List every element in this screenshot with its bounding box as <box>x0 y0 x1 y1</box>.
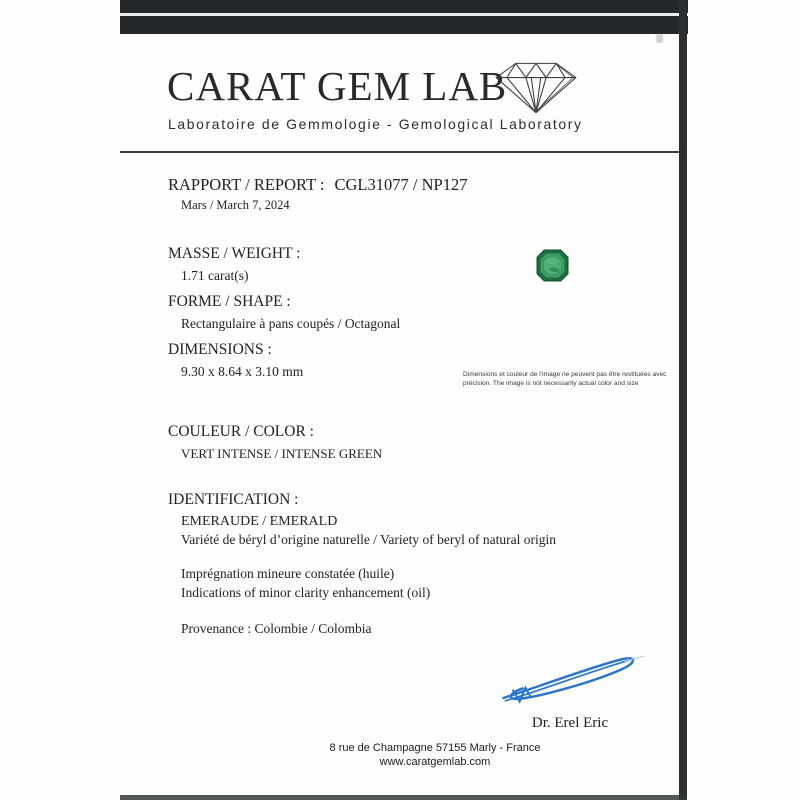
scan-artifact <box>656 34 663 43</box>
lab-subtitle: Laboratoire de Gemmologie - Gemological Laboratory <box>168 116 583 132</box>
diamond-logo-icon <box>492 60 580 119</box>
dimensions-label: DIMENSIONS : <box>168 341 272 358</box>
footer <box>180 741 690 769</box>
weight-label: MASSE / WEIGHT : <box>168 245 301 262</box>
lab-name: CARAT GEM LAB <box>167 63 508 109</box>
scan-top-bar <box>120 0 688 34</box>
lab-website: www.caratgemlab.com <box>379 756 491 768</box>
emerald-photo <box>536 249 569 282</box>
report-number-line <box>168 175 467 195</box>
weight-value: 1.71 carat(s) <box>181 268 249 283</box>
provenance: Provenance : Colombie / Colombia <box>181 621 372 636</box>
shape-label: FORME / SHAPE : <box>168 293 291 310</box>
report-label: RAPPORT / REPORT : <box>168 175 325 194</box>
treatment-french: Imprégnation mineure constatée (huile) <box>181 566 395 581</box>
header-rule <box>120 151 681 153</box>
scan-top-bar-highlight <box>120 13 688 16</box>
lab-address: 8 rue de Champagne 57155 Marly - France <box>329 742 541 754</box>
image-disclaimer: Dimensions et couleur de l’image ne peuvent pas être restituées avec précision. The image is not necessarily actual color and size <box>463 371 667 387</box>
treatment-english: Indications of minor clarity enhancement (oil) <box>181 585 431 600</box>
color-label: COULEUR / COLOR : <box>168 423 314 440</box>
shape-value: Rectangulaire à pans coupés / Octagonal <box>181 316 401 331</box>
report-date: Mars / March 7, 2024 <box>181 198 290 212</box>
dimensions-value: 9.30 x 8.64 x 3.10 mm <box>181 364 304 379</box>
identification-label: IDENTIFICATION : <box>168 491 299 508</box>
report-number: CGL31077 / NP127 <box>334 175 468 194</box>
identification-variety: Variété de béryl d’origine naturelle / Variety of beryl of natural origin <box>181 532 556 547</box>
color-value: VERT INTENSE / INTENSE GREEN <box>181 446 383 461</box>
signatory-name: Dr. Erel Eric <box>531 715 609 731</box>
scan-bottom-bar <box>120 795 687 800</box>
signature-ink <box>494 648 646 713</box>
identification-species: EMERAUDE / EMERALD <box>181 514 338 529</box>
scan-right-edge <box>679 0 687 800</box>
